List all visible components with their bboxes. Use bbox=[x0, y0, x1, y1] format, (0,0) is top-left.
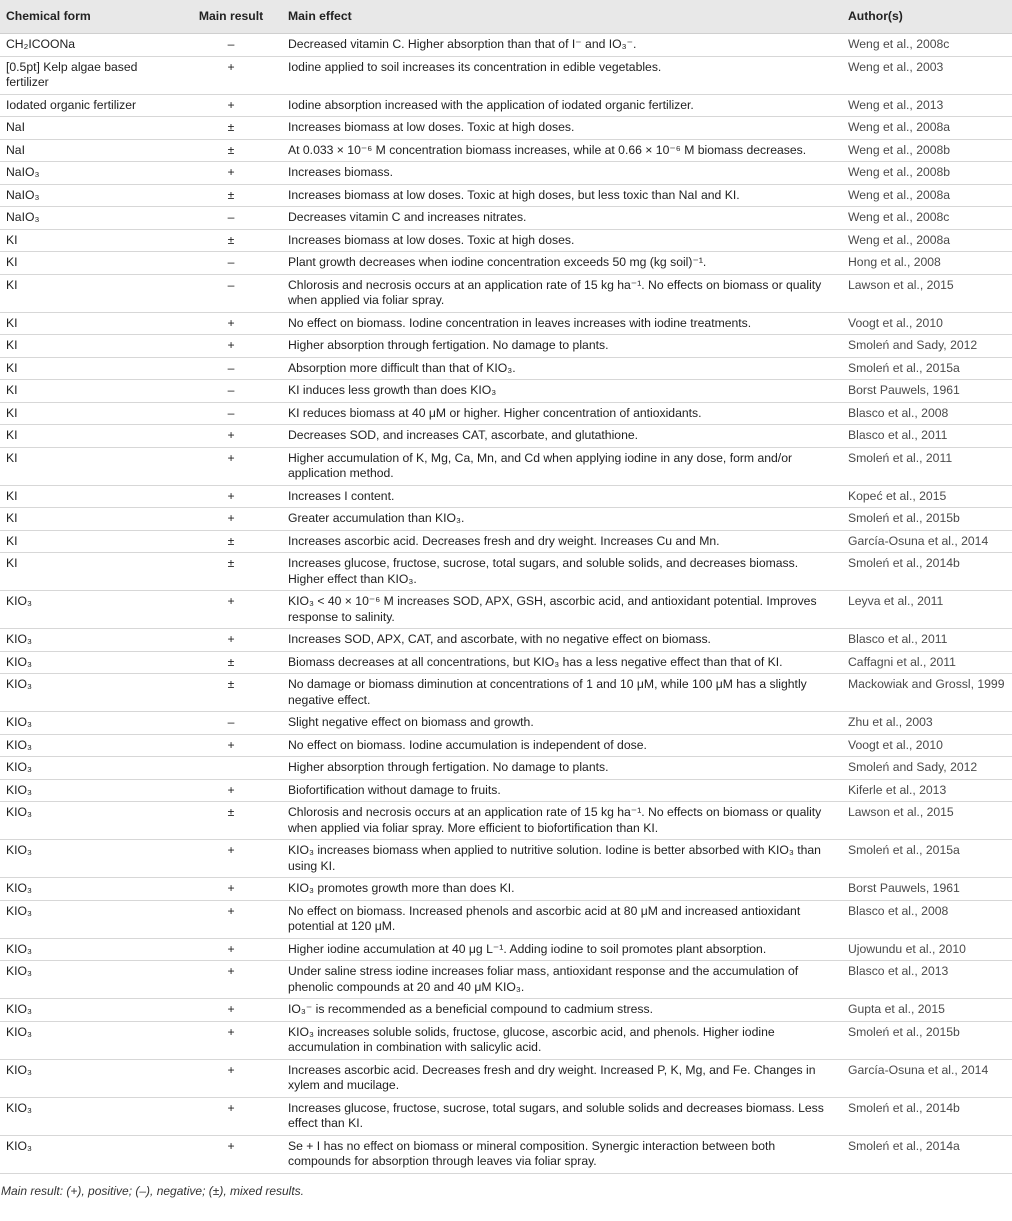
cell-main-result bbox=[180, 757, 282, 780]
cell-main-result: + bbox=[180, 94, 282, 117]
cell-chemical-form: [0.5pt] Kelp algae based fertilizer bbox=[0, 56, 180, 94]
cell-main-effect: At 0.033 × 10⁻⁶ M concentration biomass increases, while at 0.66 × 10⁻⁶ M biomass decreases. bbox=[282, 139, 842, 162]
cell-main-effect: No damage or biomass diminution at concentrations of 1 and 10 μM, while 100 μM has a slightly negative effect. bbox=[282, 674, 842, 712]
cell-main-result: ± bbox=[180, 530, 282, 553]
cell-author: Smoleń et al., 2014b bbox=[842, 1097, 1012, 1135]
cell-main-effect: Increases SOD, APX, CAT, and ascorbate, with no negative effect on biomass. bbox=[282, 629, 842, 652]
cell-main-effect: Under saline stress iodine increases foliar mass, antioxidant response and the accumulation of phenolic compounds at 20 and 40 μM KIO₃. bbox=[282, 961, 842, 999]
cell-main-result: ± bbox=[180, 674, 282, 712]
cell-chemical-form: KIO₃ bbox=[0, 757, 180, 780]
table-row bbox=[0, 651, 1012, 674]
table-row bbox=[0, 34, 1012, 57]
cell-author: Weng et al., 2008c bbox=[842, 34, 1012, 57]
table-row bbox=[0, 734, 1012, 757]
cell-main-effect: KI induces less growth than does KIO₃ bbox=[282, 380, 842, 403]
cell-main-result: ± bbox=[180, 184, 282, 207]
cell-main-result: – bbox=[180, 402, 282, 425]
cell-author: Smoleń et al., 2014b bbox=[842, 553, 1012, 591]
cell-author: Smoleń et al., 2015b bbox=[842, 1021, 1012, 1059]
cell-main-effect: Biofortification without damage to fruits. bbox=[282, 779, 842, 802]
cell-chemical-form: NaI bbox=[0, 139, 180, 162]
cell-author: Blasco et al., 2008 bbox=[842, 900, 1012, 938]
cell-main-result: + bbox=[180, 961, 282, 999]
cell-chemical-form: KIO₃ bbox=[0, 802, 180, 840]
table-row bbox=[0, 900, 1012, 938]
cell-author: Lawson et al., 2015 bbox=[842, 274, 1012, 312]
cell-author: Blasco et al., 2013 bbox=[842, 961, 1012, 999]
cell-chemical-form: Iodated organic fertilizer bbox=[0, 94, 180, 117]
table-body bbox=[0, 34, 1012, 1174]
cell-main-effect: Chlorosis and necrosis occurs at an application rate of 15 kg ha⁻¹. No effects on biomass or quality when applied via foliar spray. More efficient to biofortification than KI. bbox=[282, 802, 842, 840]
table-row bbox=[0, 447, 1012, 485]
cell-author: Voogt et al., 2010 bbox=[842, 312, 1012, 335]
cell-main-result: – bbox=[180, 252, 282, 275]
cell-chemical-form: KIO₃ bbox=[0, 674, 180, 712]
cell-author: Smoleń et al., 2015a bbox=[842, 357, 1012, 380]
cell-chemical-form: KI bbox=[0, 425, 180, 448]
cell-author: Zhu et al., 2003 bbox=[842, 712, 1012, 735]
cell-main-effect: Decreases SOD, and increases CAT, ascorbate, and glutathione. bbox=[282, 425, 842, 448]
cell-main-effect: Increases glucose, fructose, sucrose, total sugars, and soluble solids, and decreases biomass. Higher effect than KIO₃. bbox=[282, 553, 842, 591]
table-row bbox=[0, 1097, 1012, 1135]
cell-main-effect: Iodine applied to soil increases its concentration in edible vegetables. bbox=[282, 56, 842, 94]
cell-main-effect: Increases ascorbic acid. Decreases fresh and dry weight. Increased P, K, Mg, and Fe. Changes in xylem and mucilage. bbox=[282, 1059, 842, 1097]
cell-main-result: – bbox=[180, 357, 282, 380]
cell-main-result: + bbox=[180, 938, 282, 961]
cell-main-effect: Biomass decreases at all concentrations, but KIO₃ has a less negative effect than that of KI. bbox=[282, 651, 842, 674]
cell-chemical-form: KIO₃ bbox=[0, 1097, 180, 1135]
cell-chemical-form: KIO₃ bbox=[0, 999, 180, 1022]
cell-chemical-form: KIO₃ bbox=[0, 712, 180, 735]
cell-main-result: – bbox=[180, 712, 282, 735]
cell-author: Kiferle et al., 2013 bbox=[842, 779, 1012, 802]
table-row bbox=[0, 402, 1012, 425]
cell-chemical-form: KI bbox=[0, 485, 180, 508]
table-row bbox=[0, 712, 1012, 735]
table-row bbox=[0, 999, 1012, 1022]
cell-chemical-form: KI bbox=[0, 335, 180, 358]
cell-author: Borst Pauwels, 1961 bbox=[842, 380, 1012, 403]
cell-main-result: + bbox=[180, 1021, 282, 1059]
cell-chemical-form: KI bbox=[0, 380, 180, 403]
cell-author: Smoleń and Sady, 2012 bbox=[842, 335, 1012, 358]
cell-chemical-form: NaIO₃ bbox=[0, 162, 180, 185]
cell-main-effect: Increases ascorbic acid. Decreases fresh and dry weight. Increases Cu and Mn. bbox=[282, 530, 842, 553]
table-row bbox=[0, 591, 1012, 629]
cell-author: Weng et al., 2013 bbox=[842, 94, 1012, 117]
cell-main-effect: Decreases vitamin C and increases nitrates. bbox=[282, 207, 842, 230]
table-row bbox=[0, 117, 1012, 140]
table-row bbox=[0, 802, 1012, 840]
cell-chemical-form: KIO₃ bbox=[0, 591, 180, 629]
table-row bbox=[0, 312, 1012, 335]
cell-main-result: + bbox=[180, 1097, 282, 1135]
cell-chemical-form: KIO₃ bbox=[0, 629, 180, 652]
cell-main-result: ± bbox=[180, 802, 282, 840]
table-row bbox=[0, 1059, 1012, 1097]
table-row bbox=[0, 380, 1012, 403]
table-row bbox=[0, 162, 1012, 185]
cell-chemical-form: NaIO₃ bbox=[0, 184, 180, 207]
cell-main-effect: Decreased vitamin C. Higher absorption than that of I⁻ and IO₃⁻. bbox=[282, 34, 842, 57]
cell-author: Hong et al., 2008 bbox=[842, 252, 1012, 275]
cell-author: García-Osuna et al., 2014 bbox=[842, 1059, 1012, 1097]
cell-main-result: + bbox=[180, 840, 282, 878]
cell-main-effect: Absorption more difficult than that of KIO₃. bbox=[282, 357, 842, 380]
cell-author: Weng et al., 2008c bbox=[842, 207, 1012, 230]
cell-author: Weng et al., 2008a bbox=[842, 117, 1012, 140]
cell-main-result: ± bbox=[180, 651, 282, 674]
table-row bbox=[0, 425, 1012, 448]
cell-chemical-form: NaIO₃ bbox=[0, 207, 180, 230]
cell-author: Voogt et al., 2010 bbox=[842, 734, 1012, 757]
cell-chemical-form: KI bbox=[0, 312, 180, 335]
cell-main-effect: Iodine absorption increased with the application of iodated organic fertilizer. bbox=[282, 94, 842, 117]
cell-chemical-form: KIO₃ bbox=[0, 840, 180, 878]
cell-chemical-form: KI bbox=[0, 402, 180, 425]
cell-main-result: ± bbox=[180, 117, 282, 140]
cell-chemical-form: KI bbox=[0, 508, 180, 531]
table-row bbox=[0, 553, 1012, 591]
cell-main-effect: Increases I content. bbox=[282, 485, 842, 508]
table-row bbox=[0, 961, 1012, 999]
table-row bbox=[0, 274, 1012, 312]
cell-author: Blasco et al., 2008 bbox=[842, 402, 1012, 425]
cell-author: Blasco et al., 2011 bbox=[842, 629, 1012, 652]
cell-main-result: + bbox=[180, 508, 282, 531]
cell-main-result: + bbox=[180, 591, 282, 629]
cell-main-result: + bbox=[180, 999, 282, 1022]
cell-chemical-form: NaI bbox=[0, 117, 180, 140]
table-row bbox=[0, 508, 1012, 531]
cell-main-effect: Higher absorption through fertigation. No damage to plants. bbox=[282, 335, 842, 358]
table-row bbox=[0, 1021, 1012, 1059]
cell-chemical-form: KI bbox=[0, 357, 180, 380]
cell-main-effect: KIO₃ promotes growth more than does KI. bbox=[282, 878, 842, 901]
header-chemical-form: Chemical form bbox=[0, 0, 180, 34]
table-row bbox=[0, 184, 1012, 207]
table-row bbox=[0, 840, 1012, 878]
cell-main-effect: Greater accumulation than KIO₃. bbox=[282, 508, 842, 531]
header-main-effect: Main effect bbox=[282, 0, 842, 34]
cell-author: Leyva et al., 2011 bbox=[842, 591, 1012, 629]
cell-chemical-form: KIO₃ bbox=[0, 1135, 180, 1173]
cell-main-result: + bbox=[180, 312, 282, 335]
cell-author: Kopeć et al., 2015 bbox=[842, 485, 1012, 508]
cell-author: Borst Pauwels, 1961 bbox=[842, 878, 1012, 901]
table-row bbox=[0, 938, 1012, 961]
cell-chemical-form: KIO₃ bbox=[0, 734, 180, 757]
header-row bbox=[0, 0, 1012, 34]
cell-main-effect: No effect on biomass. Iodine accumulation is independent of dose. bbox=[282, 734, 842, 757]
cell-main-effect: IO₃⁻ is recommended as a beneficial compound to cadmium stress. bbox=[282, 999, 842, 1022]
cell-author: Gupta et al., 2015 bbox=[842, 999, 1012, 1022]
cell-main-result: + bbox=[180, 900, 282, 938]
cell-chemical-form: KIO₃ bbox=[0, 938, 180, 961]
table-row bbox=[0, 1135, 1012, 1173]
table-row bbox=[0, 357, 1012, 380]
cell-main-result: + bbox=[180, 56, 282, 94]
cell-main-effect: Increases biomass at low doses. Toxic at high doses. bbox=[282, 117, 842, 140]
cell-author: Lawson et al., 2015 bbox=[842, 802, 1012, 840]
cell-main-effect: Increases glucose, fructose, sucrose, total sugars, and soluble solids and decreases biomass. Less effect than KI. bbox=[282, 1097, 842, 1135]
cell-author: Weng et al., 2008b bbox=[842, 162, 1012, 185]
cell-chemical-form: KIO₃ bbox=[0, 900, 180, 938]
cell-main-result: – bbox=[180, 274, 282, 312]
cell-main-result: + bbox=[180, 734, 282, 757]
cell-main-effect: No effect on biomass. Iodine concentration in leaves increases with iodine treatments. bbox=[282, 312, 842, 335]
table-row bbox=[0, 207, 1012, 230]
table-row bbox=[0, 252, 1012, 275]
cell-main-effect: Slight negative effect on biomass and growth. bbox=[282, 712, 842, 735]
cell-main-result: + bbox=[180, 335, 282, 358]
cell-chemical-form: KIO₃ bbox=[0, 961, 180, 999]
cell-main-result: – bbox=[180, 380, 282, 403]
cell-author: Smoleń et al., 2014a bbox=[842, 1135, 1012, 1173]
cell-main-result: + bbox=[180, 779, 282, 802]
cell-author: Smoleń and Sady, 2012 bbox=[842, 757, 1012, 780]
cell-main-result: – bbox=[180, 207, 282, 230]
cell-main-effect: Increases biomass at low doses. Toxic at high doses. bbox=[282, 229, 842, 252]
cell-main-effect: Chlorosis and necrosis occurs at an application rate of 15 kg ha⁻¹. No effects on biomass or quality when applied via foliar spray. bbox=[282, 274, 842, 312]
cell-main-effect: Increases biomass at low doses. Toxic at high doses, but less toxic than NaI and KI. bbox=[282, 184, 842, 207]
table-row bbox=[0, 757, 1012, 780]
cell-main-result: ± bbox=[180, 553, 282, 591]
cell-author: Blasco et al., 2011 bbox=[842, 425, 1012, 448]
cell-main-effect: Increases biomass. bbox=[282, 162, 842, 185]
table-row bbox=[0, 530, 1012, 553]
cell-chemical-form: KIO₃ bbox=[0, 779, 180, 802]
cell-main-result: ± bbox=[180, 139, 282, 162]
cell-main-effect: KI reduces biomass at 40 μM or higher. Higher concentration of antioxidants. bbox=[282, 402, 842, 425]
cell-chemical-form: KIO₃ bbox=[0, 651, 180, 674]
cell-chemical-form: KI bbox=[0, 530, 180, 553]
cell-author: Weng et al., 2008a bbox=[842, 229, 1012, 252]
cell-author: Weng et al., 2003 bbox=[842, 56, 1012, 94]
table-row bbox=[0, 56, 1012, 94]
cell-main-result: + bbox=[180, 629, 282, 652]
cell-author: Smoleń et al., 2015b bbox=[842, 508, 1012, 531]
cell-main-result: + bbox=[180, 1135, 282, 1173]
cell-chemical-form: KI bbox=[0, 274, 180, 312]
cell-main-effect: KIO₃ increases biomass when applied to nutritive solution. Iodine is better absorbed with KIO₃ than using KI. bbox=[282, 840, 842, 878]
cell-main-result: ± bbox=[180, 229, 282, 252]
cell-author: Caffagni et al., 2011 bbox=[842, 651, 1012, 674]
table-row bbox=[0, 779, 1012, 802]
cell-main-effect: Higher accumulation of K, Mg, Ca, Mn, and Cd when applying iodine in any dose, form and/or application method. bbox=[282, 447, 842, 485]
cell-chemical-form: CH₂ICOONa bbox=[0, 34, 180, 57]
table-header bbox=[0, 0, 1012, 34]
cell-main-effect: Higher iodine accumulation at 40 μg L⁻¹. Adding iodine to soil promotes plant absorption. bbox=[282, 938, 842, 961]
cell-main-result: + bbox=[180, 162, 282, 185]
cell-main-result: + bbox=[180, 485, 282, 508]
cell-main-result: + bbox=[180, 878, 282, 901]
cell-author: Weng et al., 2008a bbox=[842, 184, 1012, 207]
cell-main-result: + bbox=[180, 447, 282, 485]
cell-main-effect: Plant growth decreases when iodine concentration exceeds 50 mg (kg soil)⁻¹. bbox=[282, 252, 842, 275]
header-main-result: Main result bbox=[180, 0, 282, 34]
table-row bbox=[0, 629, 1012, 652]
cell-chemical-form: KI bbox=[0, 447, 180, 485]
cell-main-effect: Se + I has no effect on biomass or mineral composition. Synergic interaction between both compounds for absorption through leaves via foliar spray. bbox=[282, 1135, 842, 1173]
cell-main-effect: KIO₃ increases soluble solids, fructose, glucose, ascorbic acid, and phenols. Higher iodine accumulation in combination with salicylic acid. bbox=[282, 1021, 842, 1059]
table-row bbox=[0, 878, 1012, 901]
cell-author: Smoleń et al., 2015a bbox=[842, 840, 1012, 878]
cell-author: García-Osuna et al., 2014 bbox=[842, 530, 1012, 553]
cell-chemical-form: KIO₃ bbox=[0, 1021, 180, 1059]
cell-chemical-form: KI bbox=[0, 229, 180, 252]
table-row bbox=[0, 485, 1012, 508]
cell-main-effect: KIO₃ < 40 × 10⁻⁶ M increases SOD, APX, GSH, ascorbic acid, and antioxidant potential. Improves response to salinity. bbox=[282, 591, 842, 629]
cell-author: Ujowundu et al., 2010 bbox=[842, 938, 1012, 961]
cell-author: Mackowiak and Grossl, 1999 bbox=[842, 674, 1012, 712]
cell-chemical-form: KIO₃ bbox=[0, 878, 180, 901]
cell-main-result: + bbox=[180, 1059, 282, 1097]
table-row bbox=[0, 94, 1012, 117]
table-footnote: Main result: (+), positive; (–), negative; (±), mixed results. bbox=[1, 1183, 305, 1198]
cell-chemical-form: KI bbox=[0, 553, 180, 591]
table-row bbox=[0, 229, 1012, 252]
cell-chemical-form: KIO₃ bbox=[0, 1059, 180, 1097]
header-authors: Author(s) bbox=[842, 0, 1012, 34]
cell-main-result: – bbox=[180, 34, 282, 57]
cell-main-effect: No effect on biomass. Increased phenols and ascorbic acid at 80 μM and increased antioxidant potential at 120 μM. bbox=[282, 900, 842, 938]
cell-author: Smoleń et al., 2011 bbox=[842, 447, 1012, 485]
cell-main-effect: Higher absorption through fertigation. No damage to plants. bbox=[282, 757, 842, 780]
table-row bbox=[0, 139, 1012, 162]
cell-chemical-form: KI bbox=[0, 252, 180, 275]
cell-author: Weng et al., 2008b bbox=[842, 139, 1012, 162]
table-row bbox=[0, 674, 1012, 712]
table-row bbox=[0, 335, 1012, 358]
cell-main-result: + bbox=[180, 425, 282, 448]
